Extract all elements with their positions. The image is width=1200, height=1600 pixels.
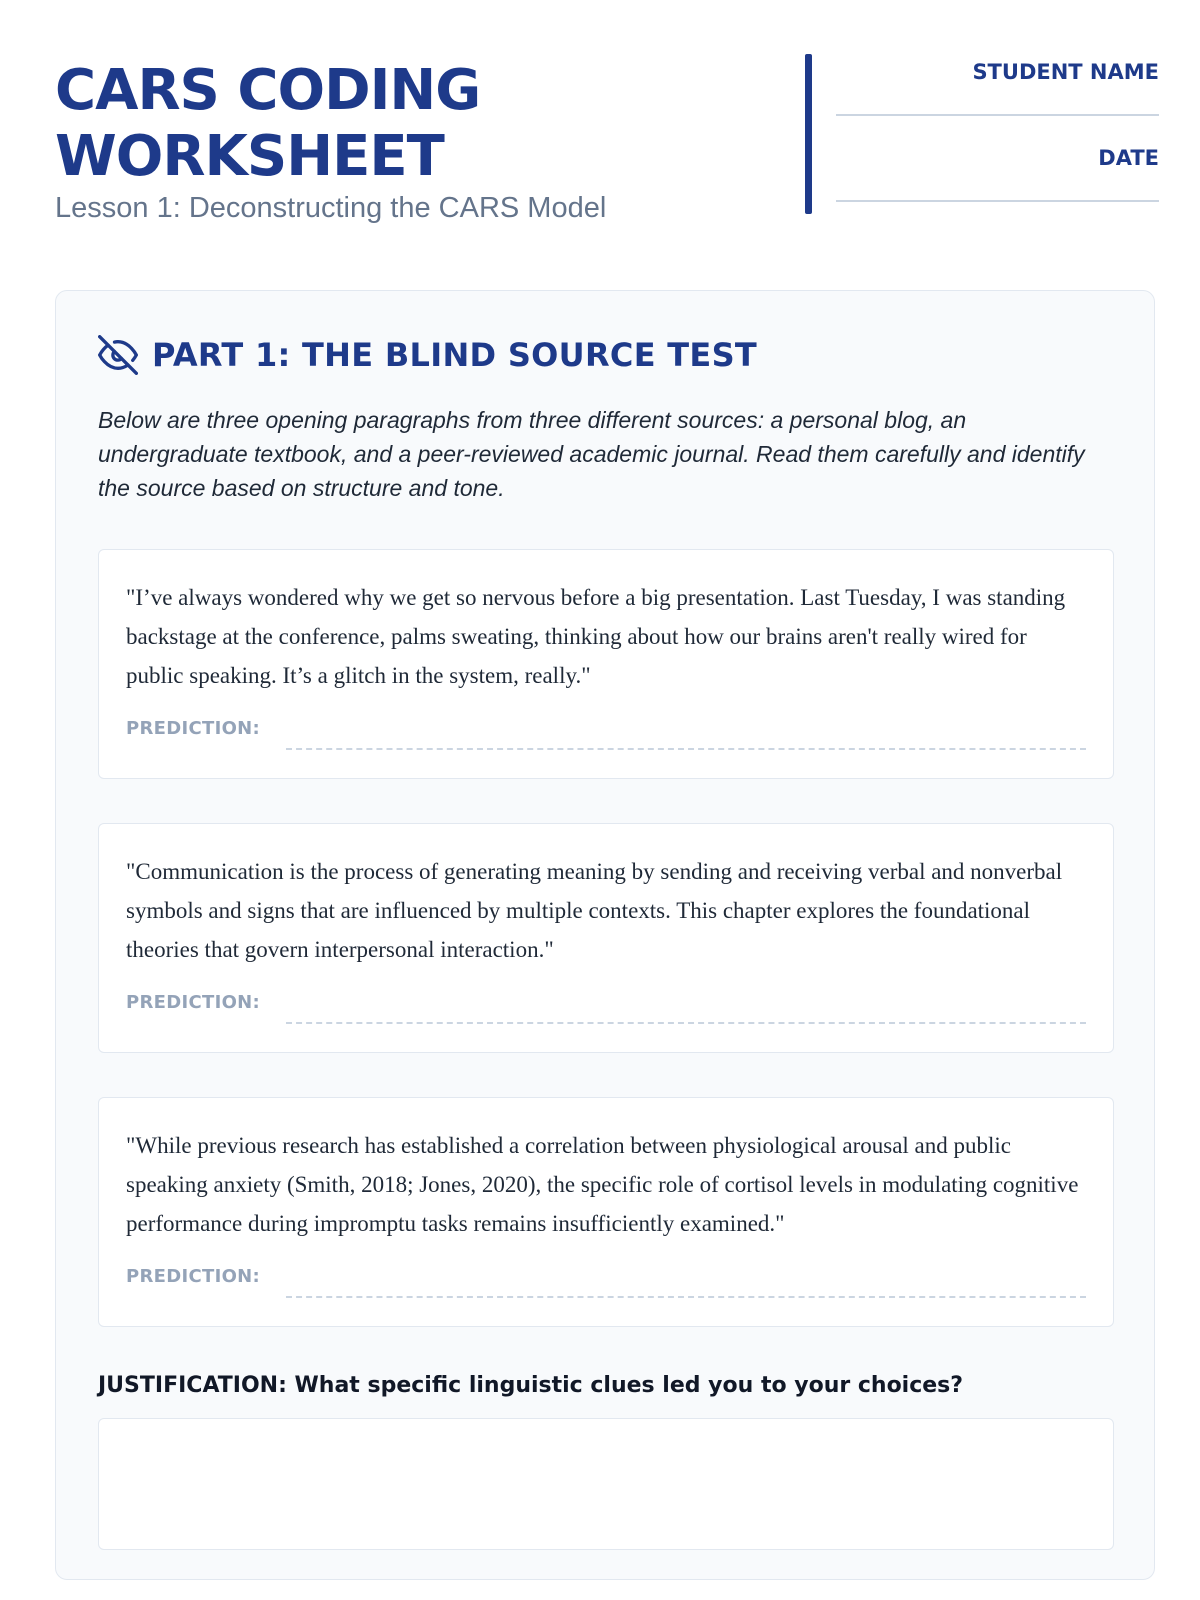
passage-text-3: "While previous research has established a correlation between physiological arousal and public speaking anxiety (Smith, 2018; Jones, 2020), the specific role of cortisol levels in modulating cognitive performance during impromptu tasks remains insufficiently examined."	[126, 1133, 1079, 1236]
student-name-field[interactable]	[836, 60, 1159, 116]
passage-card-3	[98, 1097, 1114, 1327]
prediction-input-1[interactable]	[286, 748, 1086, 750]
date-line[interactable]	[836, 200, 1159, 202]
prediction-label-1: PREDICTION:	[126, 718, 261, 739]
header-divider	[805, 54, 812, 214]
justification-textarea[interactable]	[98, 1418, 1114, 1550]
lesson-subtitle: Lesson 1: Deconstructing the CARS Model	[55, 192, 607, 224]
worksheet-header	[55, 52, 1159, 232]
prediction-label-2: PREDICTION:	[126, 992, 261, 1013]
passage-card-2	[98, 823, 1114, 1053]
part1-heading	[98, 335, 757, 375]
prediction-label-3: PREDICTION:	[126, 1266, 261, 1287]
eye-slash-icon	[98, 335, 138, 375]
student-name-label: STUDENT NAME	[972, 60, 1159, 84]
part1-card	[55, 290, 1155, 1580]
date-field[interactable]	[836, 146, 1159, 202]
passage-text-2: "Communication is the process of generating meaning by sending and receiving verbal and nonverbal symbols and signs that are influenced by multiple contexts. This chapter explores the foundational theories that govern interpersonal interaction."	[126, 859, 1063, 962]
student-name-line[interactable]	[836, 114, 1159, 116]
part1-title: PART 1: THE BLIND SOURCE TEST	[152, 336, 758, 374]
date-label: DATE	[1098, 146, 1159, 170]
passage-text-1: "I’ve always wondered why we get so nervous before a big presentation. Last Tuesday, I was standing backstage at the conference, palms sweating, thinking about how our brains aren't really wired for public speaking. It’s a glitch in the system, really."	[126, 585, 1066, 688]
passage-card-1	[98, 549, 1114, 779]
worksheet-title	[55, 58, 480, 190]
title-line-1: CARS CODING	[55, 58, 481, 123]
justification-label: JUSTIFICATION: What specific linguistic clues led you to your choices?	[98, 1373, 964, 1398]
title-line-2: WORKSHEET	[55, 124, 444, 189]
part1-instructions: Below are three opening paragraphs from three different sources: a personal blog, an undergraduate textbook, and a peer-reviewed academic journal. Read them carefully and identify the source based on structure and tone.	[98, 407, 1085, 501]
prediction-input-2[interactable]	[286, 1022, 1086, 1024]
prediction-input-3[interactable]	[286, 1296, 1086, 1298]
